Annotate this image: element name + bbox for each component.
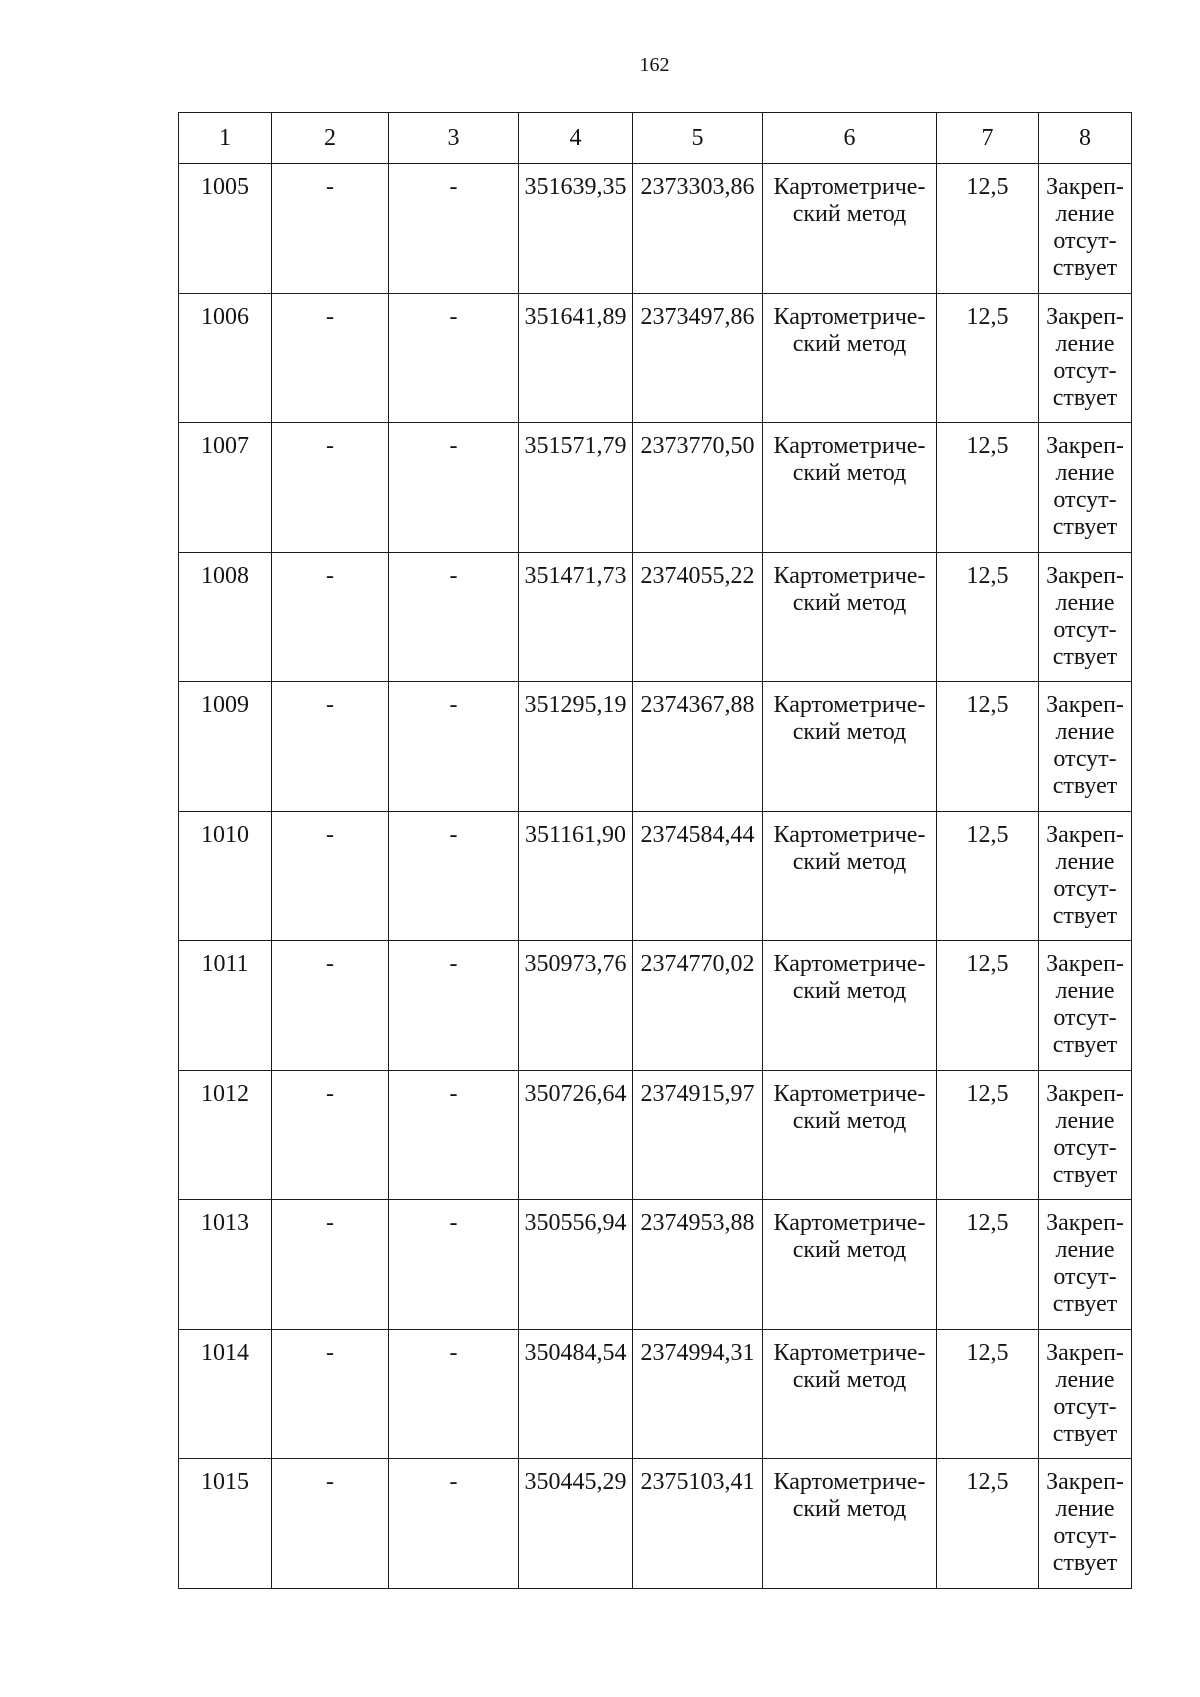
accuracy-cell: 12,5: [937, 1070, 1039, 1200]
point-number-cell: 1014: [179, 1329, 272, 1459]
column-3-cell: -: [389, 682, 519, 812]
table-body: [179, 164, 1132, 1589]
method-cell: Картометриче- ский метод: [763, 1070, 937, 1200]
table-row: [179, 941, 1132, 1071]
column-2-cell: -: [272, 164, 389, 294]
point-number-cell: 1008: [179, 552, 272, 682]
x-coordinate-cell: 351571,79: [519, 423, 633, 553]
table-row: [179, 811, 1132, 941]
marking-cell: Закреп- ление отсут- ствует: [1039, 1329, 1132, 1459]
marking-cell: Закреп- ление отсут- ствует: [1039, 682, 1132, 812]
accuracy-cell: 12,5: [937, 811, 1039, 941]
column-header-6: 6: [763, 113, 937, 164]
x-coordinate-cell: 350726,64: [519, 1070, 633, 1200]
marking-cell: Закреп- ление отсут- ствует: [1039, 1200, 1132, 1330]
y-coordinate-cell: 2374055,22: [633, 552, 763, 682]
method-cell: Картометриче- ский метод: [763, 552, 937, 682]
method-cell: Картометриче- ский метод: [763, 164, 937, 294]
column-2-cell: -: [272, 1329, 389, 1459]
method-cell: Картометриче- ский метод: [763, 1200, 937, 1330]
accuracy-cell: 12,5: [937, 1459, 1039, 1589]
y-coordinate-cell: 2374367,88: [633, 682, 763, 812]
column-2-cell: -: [272, 293, 389, 423]
marking-cell: Закреп- ление отсут- ствует: [1039, 1459, 1132, 1589]
table-row: [179, 1329, 1132, 1459]
x-coordinate-cell: 350973,76: [519, 941, 633, 1071]
column-3-cell: -: [389, 1459, 519, 1589]
x-coordinate-cell: 351471,73: [519, 552, 633, 682]
column-header-5: 5: [633, 113, 763, 164]
method-cell: Картометриче- ский метод: [763, 293, 937, 423]
marking-cell: Закреп- ление отсут- ствует: [1039, 811, 1132, 941]
column-3-cell: -: [389, 1329, 519, 1459]
column-3-cell: -: [389, 811, 519, 941]
column-header-8: 8: [1039, 113, 1132, 164]
accuracy-cell: 12,5: [937, 1329, 1039, 1459]
point-number-cell: 1012: [179, 1070, 272, 1200]
column-3-cell: -: [389, 552, 519, 682]
x-coordinate-cell: 351639,35: [519, 164, 633, 294]
column-header-3: 3: [389, 113, 519, 164]
column-3-cell: -: [389, 293, 519, 423]
x-coordinate-cell: 351161,90: [519, 811, 633, 941]
y-coordinate-cell: 2375103,41: [633, 1459, 763, 1589]
y-coordinate-cell: 2374953,88: [633, 1200, 763, 1330]
y-coordinate-cell: 2373770,50: [633, 423, 763, 553]
point-number-cell: 1010: [179, 811, 272, 941]
column-2-cell: -: [272, 1070, 389, 1200]
y-coordinate-cell: 2374915,97: [633, 1070, 763, 1200]
y-coordinate-cell: 2374584,44: [633, 811, 763, 941]
x-coordinate-cell: 351641,89: [519, 293, 633, 423]
x-coordinate-cell: 350445,29: [519, 1459, 633, 1589]
column-header-2: 2: [272, 113, 389, 164]
y-coordinate-cell: 2374994,31: [633, 1329, 763, 1459]
marking-cell: Закреп- ление отсут- ствует: [1039, 941, 1132, 1071]
table-header-row: [179, 113, 1132, 164]
point-number-cell: 1009: [179, 682, 272, 812]
method-cell: Картометриче- ский метод: [763, 1329, 937, 1459]
column-2-cell: -: [272, 1200, 389, 1330]
column-2-cell: -: [272, 941, 389, 1071]
method-cell: Картометриче- ский метод: [763, 941, 937, 1071]
column-3-cell: -: [389, 1200, 519, 1330]
marking-cell: Закреп- ление отсут- ствует: [1039, 1070, 1132, 1200]
marking-cell: Закреп- ление отсут- ствует: [1039, 293, 1132, 423]
table-header: [179, 113, 1132, 164]
y-coordinate-cell: 2373497,86: [633, 293, 763, 423]
accuracy-cell: 12,5: [937, 941, 1039, 1071]
method-cell: Картометриче- ский метод: [763, 423, 937, 553]
point-number-cell: 1005: [179, 164, 272, 294]
method-cell: Картометриче- ский метод: [763, 811, 937, 941]
marking-cell: Закреп- ление отсут- ствует: [1039, 552, 1132, 682]
x-coordinate-cell: 351295,19: [519, 682, 633, 812]
accuracy-cell: 12,5: [937, 293, 1039, 423]
point-number-cell: 1013: [179, 1200, 272, 1330]
column-2-cell: -: [272, 423, 389, 553]
column-header-4: 4: [519, 113, 633, 164]
accuracy-cell: 12,5: [937, 552, 1039, 682]
column-header-7: 7: [937, 113, 1039, 164]
column-3-cell: -: [389, 423, 519, 553]
table-row: [179, 1070, 1132, 1200]
marking-cell: Закреп- ление отсут- ствует: [1039, 164, 1132, 294]
accuracy-cell: 12,5: [937, 423, 1039, 553]
method-cell: Картометриче- ский метод: [763, 1459, 937, 1589]
table-row: [179, 552, 1132, 682]
table-row: [179, 423, 1132, 553]
point-number-cell: 1007: [179, 423, 272, 553]
column-3-cell: -: [389, 164, 519, 294]
accuracy-cell: 12,5: [937, 1200, 1039, 1330]
point-number-cell: 1015: [179, 1459, 272, 1589]
coordinates-table: [178, 112, 1132, 1589]
column-2-cell: -: [272, 682, 389, 812]
method-cell: Картометриче- ский метод: [763, 682, 937, 812]
column-3-cell: -: [389, 941, 519, 1071]
column-3-cell: -: [389, 1070, 519, 1200]
marking-cell: Закреп- ление отсут- ствует: [1039, 423, 1132, 553]
point-number-cell: 1006: [179, 293, 272, 423]
table-row: [179, 164, 1132, 294]
table-row: [179, 1200, 1132, 1330]
page-number: 162: [639, 54, 670, 76]
accuracy-cell: 12,5: [937, 682, 1039, 812]
y-coordinate-cell: 2374770,02: [633, 941, 763, 1071]
accuracy-cell: 12,5: [937, 164, 1039, 294]
table-row: [179, 682, 1132, 812]
column-2-cell: -: [272, 552, 389, 682]
point-number-cell: 1011: [179, 941, 272, 1071]
x-coordinate-cell: 350484,54: [519, 1329, 633, 1459]
table-row: [179, 1459, 1132, 1589]
x-coordinate-cell: 350556,94: [519, 1200, 633, 1330]
column-2-cell: -: [272, 811, 389, 941]
column-header-1: 1: [179, 113, 272, 164]
y-coordinate-cell: 2373303,86: [633, 164, 763, 294]
table-row: [179, 293, 1132, 423]
column-2-cell: -: [272, 1459, 389, 1589]
